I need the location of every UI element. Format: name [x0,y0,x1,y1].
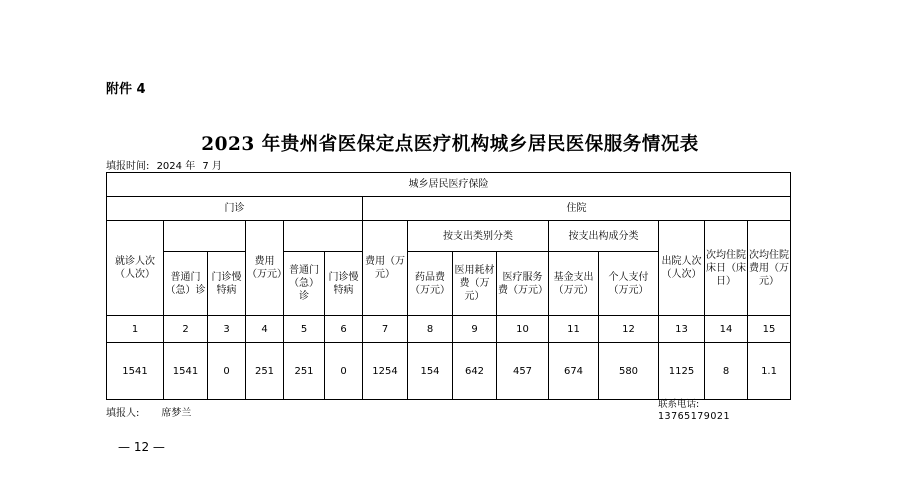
number-cell: 13 [659,316,705,343]
value-cell: 1.1 [748,343,791,400]
number-cell: 3 [208,316,246,343]
contact-label: 联系电话: [658,399,700,410]
number-cell: 9 [453,316,497,343]
value-cell: 1541 [164,343,208,400]
contact [658,399,730,423]
value-cell: 0 [325,343,363,400]
reporter-name: 席梦兰 [161,408,192,419]
number-row [107,316,791,343]
col-header-11: 基金支出（万元） [549,252,599,316]
reporter [106,404,191,419]
report-time [106,157,226,172]
col-header-10: 医疗服务费（万元） [497,252,549,316]
value-cell: 0 [208,343,246,400]
number-cell: 15 [748,316,791,343]
col-header-2: 普通门（急）诊 [164,252,208,316]
header-row-subgroups [107,221,791,252]
col-header-12: 个人支付（万元） [599,252,659,316]
value-cell: 674 [549,343,599,400]
service-table [106,172,791,400]
number-cell: 4 [246,316,284,343]
value-row [107,343,791,400]
col-header-14: 次均住院床日（床日） [705,221,748,316]
value-cell: 1125 [659,343,705,400]
col-header-3: 门诊慢特病 [208,252,246,316]
inpatient-header: 住院 [363,197,791,221]
outpatient-visits-blank [164,221,246,252]
value-cell: 1254 [363,343,408,400]
value-cell: 251 [284,343,325,400]
number-cell: 2 [164,316,208,343]
number-cell: 8 [408,316,453,343]
contact-phone: 13765179021 [658,411,730,422]
number-cell: 5 [284,316,325,343]
report-time-label: 填报时间: [106,161,150,172]
value-cell: 1541 [107,343,164,400]
reporter-label: 填报人: [106,408,140,419]
value-cell: 251 [246,343,284,400]
col-header-4: 费用（万元） [246,221,284,316]
by-composition-header: 按支出构成分类 [549,221,659,252]
col-header-13: 出院人次（人次） [659,221,705,316]
col-header-8: 药品费（万元） [408,252,453,316]
number-cell: 12 [599,316,659,343]
header-row-groups [107,197,791,221]
col-header-15: 次均住院费用（万元） [748,221,791,316]
header-row-section [107,173,791,197]
page-number: — 12 — [118,440,165,454]
number-cell: 6 [325,316,363,343]
value-cell: 154 [408,343,453,400]
number-cell: 14 [705,316,748,343]
number-cell: 11 [549,316,599,343]
attachment-label: 附件 4 [106,82,146,97]
page-title: 2023 年贵州省医保定点医疗机构城乡居民医保服务情况表 [201,134,699,155]
value-cell: 580 [599,343,659,400]
section-header: 城乡居民医疗保险 [107,173,791,197]
by-category-header: 按支出类别分类 [408,221,549,252]
col-header-1: 就诊人次（人次） [107,221,164,316]
number-cell: 10 [497,316,549,343]
number-cell: 1 [107,316,164,343]
report-time-year: 2024 年 [156,161,196,172]
value-cell: 457 [497,343,549,400]
outpatient-cost-blank [284,221,363,252]
col-header-9: 医用耗材费（万元） [453,252,497,316]
col-header-6: 门诊慢特病 [325,252,363,316]
outpatient-header: 门诊 [107,197,363,221]
value-cell: 642 [453,343,497,400]
col-header-5: 普通门（急）诊 [284,252,325,316]
value-cell: 8 [705,343,748,400]
col-header-7: 费用（万元） [363,221,408,316]
report-time-month: 7 月 [202,161,222,172]
number-cell: 7 [363,316,408,343]
